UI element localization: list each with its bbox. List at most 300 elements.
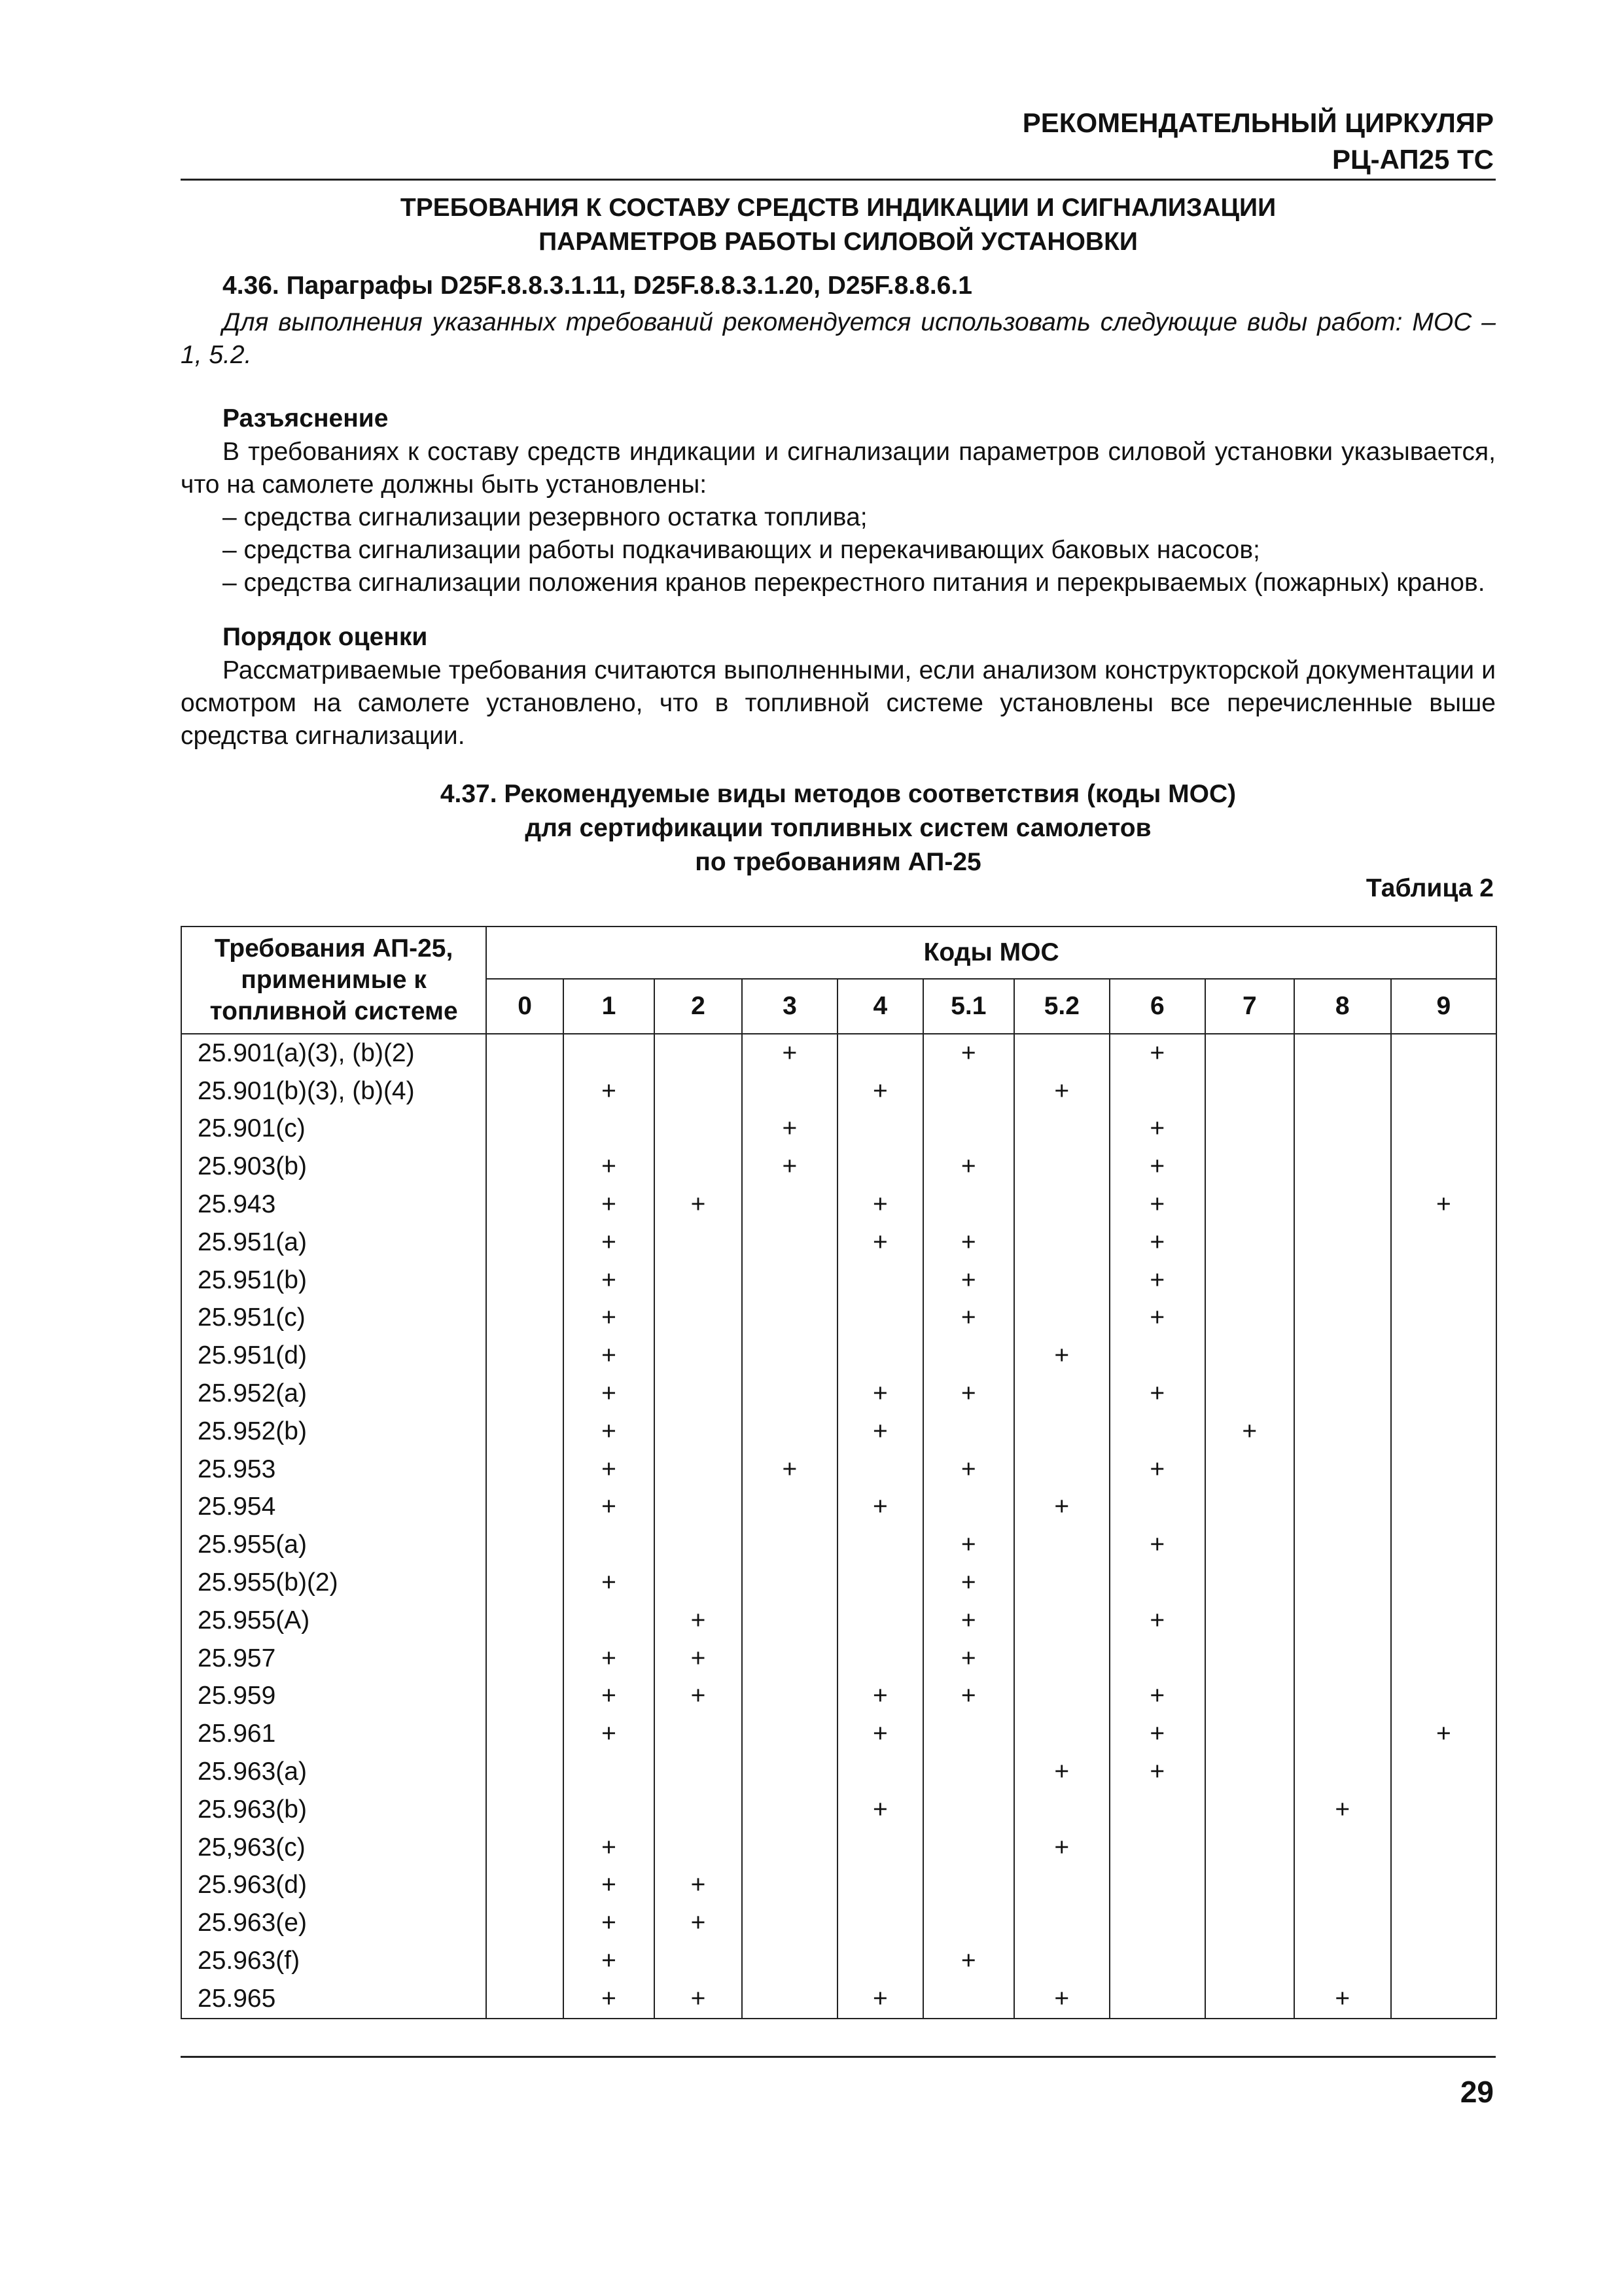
- moc-mark-cell: [1205, 1791, 1294, 1829]
- moc-mark-cell: +: [1110, 1715, 1205, 1753]
- moc-mark-cell: [1391, 1942, 1496, 1980]
- moc-mark-cell: +: [1110, 1299, 1205, 1337]
- moc-mark-cell: [742, 1337, 837, 1375]
- moc-mark-cell: [1391, 1110, 1496, 1148]
- moc-mark-cell: +: [1294, 1980, 1391, 2019]
- moc-mark-cell: [563, 1110, 654, 1148]
- moc-mark-cell: +: [1110, 1753, 1205, 1791]
- moc-mark-cell: [1205, 1375, 1294, 1413]
- requirement-cell: 25.963(d): [181, 1867, 486, 1905]
- moc-mark-cell: [1294, 1375, 1391, 1413]
- footer-divider: [181, 2056, 1496, 2058]
- table-title: [181, 777, 1496, 879]
- moc-mark-cell: +: [563, 1980, 654, 2019]
- moc-mark-cell: [486, 1072, 563, 1110]
- header-title: РЕКОМЕНДАТЕЛЬНЫЙ ЦИРКУЛЯР: [1022, 107, 1494, 138]
- requirement-cell: 25.901(b)(3), (b)(4): [181, 1072, 486, 1110]
- header-divider: [181, 179, 1496, 181]
- evaluation-body: [181, 654, 1496, 752]
- moc-mark-cell: +: [563, 1904, 654, 1942]
- moc-mark-cell: [1110, 1791, 1205, 1829]
- table-title-line-2: для сертификации топливных систем самолетов: [525, 814, 1152, 842]
- moc-mark-cell: [742, 1262, 837, 1299]
- moc-code-header: 5.2: [1014, 979, 1110, 1034]
- requirement-cell: 25,963(c): [181, 1829, 486, 1867]
- moc-mark-cell: +: [923, 1148, 1014, 1186]
- moc-mark-cell: [486, 1791, 563, 1829]
- moc-mark-cell: [923, 1904, 1014, 1942]
- moc-mark-cell: [1205, 1186, 1294, 1224]
- moc-mark-cell: [1294, 1186, 1391, 1224]
- moc-mark-cell: [1205, 1489, 1294, 1527]
- moc-mark-cell: [923, 1072, 1014, 1110]
- moc-mark-cell: [1014, 1640, 1110, 1678]
- requirement-cell: 25.952(a): [181, 1375, 486, 1413]
- moc-mark-cell: [742, 1678, 837, 1716]
- moc-mark-cell: [837, 1753, 923, 1791]
- moc-mark-cell: +: [1110, 1602, 1205, 1640]
- moc-mark-cell: [654, 1942, 742, 1980]
- table-row: [181, 1640, 1496, 1678]
- moc-mark-cell: [1391, 1829, 1496, 1867]
- moc-mark-cell: [654, 1072, 742, 1110]
- moc-mark-cell: [1205, 1715, 1294, 1753]
- moc-mark-cell: [1205, 1110, 1294, 1148]
- moc-mark-cell: [1294, 1110, 1391, 1148]
- moc-mark-cell: [837, 1942, 923, 1980]
- moc-mark-cell: [1205, 1072, 1294, 1110]
- table-row: [181, 1867, 1496, 1905]
- requirement-cell: 25.901(c): [181, 1110, 486, 1148]
- moc-mark-cell: [1014, 1602, 1110, 1640]
- moc-mark-cell: [1110, 1413, 1205, 1451]
- moc-mark-cell: +: [837, 1375, 923, 1413]
- moc-mark-cell: [1391, 1564, 1496, 1602]
- moc-mark-cell: +: [654, 1186, 742, 1224]
- moc-mark-cell: +: [563, 1186, 654, 1224]
- moc-code-header: 9: [1391, 979, 1496, 1034]
- moc-code-header: 8: [1294, 979, 1391, 1034]
- moc-mark-cell: [742, 1904, 837, 1942]
- moc-mark-cell: +: [1110, 1451, 1205, 1489]
- moc-mark-cell: [1294, 1451, 1391, 1489]
- moc-mark-cell: [1205, 1564, 1294, 1602]
- paragraph-italic-note: Для выполнения указанных требований рекомендуется использовать следующие виды работ: МОС – 1, 5.2.: [181, 308, 1496, 369]
- moc-mark-cell: [1391, 1526, 1496, 1564]
- table-row: [181, 1602, 1496, 1640]
- moc-mark-cell: [1294, 1489, 1391, 1527]
- moc-mark-cell: [1391, 1375, 1496, 1413]
- moc-mark-cell: [742, 1526, 837, 1564]
- moc-mark-cell: +: [563, 1715, 654, 1753]
- moc-mark-cell: +: [654, 1678, 742, 1716]
- moc-mark-cell: [1014, 1904, 1110, 1942]
- table-row: [181, 1375, 1496, 1413]
- moc-mark-cell: +: [1110, 1034, 1205, 1072]
- moc-mark-cell: [486, 1299, 563, 1337]
- explanation-heading: Разъяснение: [222, 404, 389, 433]
- moc-mark-cell: [654, 1299, 742, 1337]
- moc-mark-cell: [654, 1451, 742, 1489]
- table-header-row: [181, 927, 1496, 979]
- moc-mark-cell: +: [923, 1640, 1014, 1678]
- table-row: [181, 1413, 1496, 1451]
- moc-mark-cell: [486, 1413, 563, 1451]
- moc-mark-cell: +: [1391, 1186, 1496, 1224]
- table-body: [181, 1034, 1496, 2019]
- moc-mark-cell: [1391, 1148, 1496, 1186]
- requirement-cell: 25.903(b): [181, 1148, 486, 1186]
- moc-mark-cell: +: [563, 1299, 654, 1337]
- moc-mark-cell: [1391, 1224, 1496, 1262]
- table-row: [181, 1526, 1496, 1564]
- moc-mark-cell: [486, 1640, 563, 1678]
- moc-mark-cell: +: [837, 1186, 923, 1224]
- moc-mark-cell: [837, 1337, 923, 1375]
- moc-mark-cell: [1294, 1526, 1391, 1564]
- moc-mark-cell: [486, 1715, 563, 1753]
- moc-mark-cell: [1014, 1186, 1110, 1224]
- table-row: [181, 1451, 1496, 1489]
- moc-mark-cell: [923, 1413, 1014, 1451]
- moc-mark-cell: [1294, 1299, 1391, 1337]
- requirement-cell: 25.957: [181, 1640, 486, 1678]
- moc-mark-cell: +: [923, 1299, 1014, 1337]
- moc-mark-cell: [1294, 1715, 1391, 1753]
- moc-mark-cell: [1014, 1224, 1110, 1262]
- moc-mark-cell: [837, 1262, 923, 1299]
- section-title: [181, 191, 1496, 259]
- moc-mark-cell: +: [742, 1110, 837, 1148]
- requirement-cell: 25.953: [181, 1451, 486, 1489]
- moc-mark-cell: +: [563, 1640, 654, 1678]
- moc-mark-cell: [1294, 1148, 1391, 1186]
- moc-mark-cell: +: [1110, 1110, 1205, 1148]
- table-row: [181, 1224, 1496, 1262]
- moc-mark-cell: [837, 1451, 923, 1489]
- moc-mark-cell: [1294, 1072, 1391, 1110]
- list-item: – средства сигнализации резервного остатка топлива;: [222, 503, 868, 531]
- moc-mark-cell: +: [1110, 1262, 1205, 1299]
- moc-mark-cell: +: [837, 1678, 923, 1716]
- moc-mark-cell: +: [1110, 1148, 1205, 1186]
- moc-mark-cell: +: [563, 1451, 654, 1489]
- moc-mark-cell: +: [563, 1867, 654, 1905]
- moc-mark-cell: [742, 1224, 837, 1262]
- table-caption: Таблица 2: [1366, 874, 1494, 902]
- moc-codes-header: Коды МОС: [486, 927, 1496, 979]
- requirement-cell: 25.963(e): [181, 1904, 486, 1942]
- moc-mark-cell: +: [1014, 1980, 1110, 2019]
- table-row: [181, 1262, 1496, 1299]
- moc-mark-cell: [837, 1148, 923, 1186]
- moc-mark-cell: [486, 1829, 563, 1867]
- table-row: [181, 1791, 1496, 1829]
- moc-mark-cell: [654, 1753, 742, 1791]
- table-title-line-1: 4.37. Рекомендуемые виды методов соответствия (коды МОС): [440, 780, 1237, 808]
- moc-mark-cell: +: [923, 1602, 1014, 1640]
- moc-mark-cell: [1110, 1072, 1205, 1110]
- table-row: [181, 1829, 1496, 1867]
- moc-mark-cell: [486, 1262, 563, 1299]
- moc-mark-cell: [1014, 1110, 1110, 1148]
- moc-mark-cell: [1294, 1262, 1391, 1299]
- moc-code-header: 5.1: [923, 979, 1014, 1034]
- explanation-list: [181, 501, 1496, 599]
- moc-mark-cell: [923, 1753, 1014, 1791]
- section-title-line-1: ТРЕБОВАНИЯ К СОСТАВУ СРЕДСТВ ИНДИКАЦИИ И СИГНАЛИЗАЦИИ: [400, 194, 1277, 222]
- moc-code-header: 6: [1110, 979, 1205, 1034]
- moc-mark-cell: [654, 1337, 742, 1375]
- moc-code-header: 3: [742, 979, 837, 1034]
- moc-mark-cell: [742, 1602, 837, 1640]
- requirement-cell: 25.955(a): [181, 1526, 486, 1564]
- moc-mark-cell: [923, 1867, 1014, 1905]
- moc-code-header: 1: [563, 979, 654, 1034]
- moc-mark-cell: [1391, 1791, 1496, 1829]
- moc-mark-cell: +: [563, 1413, 654, 1451]
- table-row: [181, 1148, 1496, 1186]
- moc-mark-cell: [654, 1110, 742, 1148]
- moc-mark-cell: [1014, 1526, 1110, 1564]
- moc-mark-cell: [1391, 1640, 1496, 1678]
- moc-mark-cell: [837, 1526, 923, 1564]
- requirement-cell: 25.963(f): [181, 1942, 486, 1980]
- moc-code-header: 0: [486, 979, 563, 1034]
- moc-mark-cell: [742, 1829, 837, 1867]
- moc-mark-cell: [1391, 1413, 1496, 1451]
- moc-mark-cell: +: [563, 1942, 654, 1980]
- moc-mark-cell: [1391, 1262, 1496, 1299]
- moc-code-header: 4: [837, 979, 923, 1034]
- explanation-body: [181, 436, 1496, 599]
- moc-mark-cell: +: [742, 1148, 837, 1186]
- requirement-cell: 25.963(b): [181, 1791, 486, 1829]
- moc-mark-cell: [837, 1299, 923, 1337]
- moc-mark-cell: [742, 1413, 837, 1451]
- moc-mark-cell: [1205, 1867, 1294, 1905]
- moc-mark-cell: [742, 1753, 837, 1791]
- moc-mark-cell: [837, 1829, 923, 1867]
- moc-mark-cell: [1294, 1904, 1391, 1942]
- moc-code-header: 7: [1205, 979, 1294, 1034]
- moc-code-header: 2: [654, 979, 742, 1034]
- moc-mark-cell: +: [923, 1526, 1014, 1564]
- document-header: [1023, 105, 1494, 178]
- moc-mark-cell: [923, 1110, 1014, 1148]
- moc-mark-cell: [486, 1451, 563, 1489]
- moc-mark-cell: +: [742, 1451, 837, 1489]
- moc-mark-cell: [486, 1753, 563, 1791]
- moc-mark-cell: +: [923, 1034, 1014, 1072]
- moc-mark-cell: [1294, 1034, 1391, 1072]
- moc-mark-cell: [1205, 1904, 1294, 1942]
- moc-mark-cell: [837, 1110, 923, 1148]
- moc-mark-cell: +: [837, 1072, 923, 1110]
- moc-mark-cell: [1294, 1678, 1391, 1716]
- moc-mark-cell: [923, 1715, 1014, 1753]
- moc-mark-cell: +: [923, 1262, 1014, 1299]
- moc-mark-cell: [923, 1337, 1014, 1375]
- moc-mark-cell: [486, 1034, 563, 1072]
- moc-mark-cell: +: [1110, 1224, 1205, 1262]
- page-number: 29: [1460, 2075, 1494, 2109]
- moc-mark-cell: +: [742, 1034, 837, 1072]
- moc-mark-cell: [1294, 1753, 1391, 1791]
- moc-mark-cell: +: [1014, 1829, 1110, 1867]
- moc-mark-cell: [654, 1375, 742, 1413]
- moc-mark-cell: [1205, 1942, 1294, 1980]
- moc-mark-cell: +: [563, 1072, 654, 1110]
- moc-mark-cell: +: [563, 1262, 654, 1299]
- moc-mark-cell: [1014, 1262, 1110, 1299]
- requirement-cell: 25.955(b)(2): [181, 1564, 486, 1602]
- moc-mark-cell: [1294, 1337, 1391, 1375]
- moc-mark-cell: +: [837, 1224, 923, 1262]
- moc-mark-cell: [1014, 1678, 1110, 1716]
- moc-mark-cell: +: [563, 1678, 654, 1716]
- moc-mark-cell: [1014, 1451, 1110, 1489]
- moc-mark-cell: [654, 1829, 742, 1867]
- moc-mark-cell: [563, 1791, 654, 1829]
- moc-mark-cell: +: [923, 1942, 1014, 1980]
- moc-mark-cell: [742, 1980, 837, 2019]
- table-row: [181, 1564, 1496, 1602]
- moc-mark-cell: +: [563, 1224, 654, 1262]
- moc-table: [181, 926, 1497, 2019]
- moc-mark-cell: +: [923, 1678, 1014, 1716]
- moc-mark-cell: [654, 1715, 742, 1753]
- moc-mark-cell: [1391, 1867, 1496, 1905]
- moc-mark-cell: [1391, 1602, 1496, 1640]
- moc-mark-cell: [1205, 1640, 1294, 1678]
- moc-mark-cell: +: [1110, 1678, 1205, 1716]
- moc-mark-cell: [1294, 1224, 1391, 1262]
- moc-mark-cell: [742, 1299, 837, 1337]
- moc-mark-cell: [1294, 1829, 1391, 1867]
- moc-mark-cell: [742, 1375, 837, 1413]
- moc-mark-cell: [486, 1980, 563, 2019]
- moc-mark-cell: [1294, 1564, 1391, 1602]
- requirement-cell: 25.965: [181, 1980, 486, 2019]
- moc-mark-cell: [1110, 1489, 1205, 1527]
- moc-mark-cell: [563, 1753, 654, 1791]
- moc-mark-cell: +: [923, 1564, 1014, 1602]
- moc-mark-cell: [1391, 1489, 1496, 1527]
- moc-mark-cell: [486, 1867, 563, 1905]
- moc-mark-cell: [486, 1678, 563, 1716]
- requirement-cell: 25.954: [181, 1489, 486, 1527]
- moc-mark-cell: [486, 1224, 563, 1262]
- moc-mark-cell: [1205, 1337, 1294, 1375]
- moc-mark-cell: +: [1110, 1375, 1205, 1413]
- moc-mark-cell: [1014, 1375, 1110, 1413]
- moc-mark-cell: [923, 1489, 1014, 1527]
- moc-mark-cell: +: [837, 1489, 923, 1527]
- moc-mark-cell: [1205, 1602, 1294, 1640]
- moc-mark-cell: +: [837, 1980, 923, 2019]
- moc-mark-cell: +: [563, 1829, 654, 1867]
- table-row: [181, 1942, 1496, 1980]
- table-row: [181, 1715, 1496, 1753]
- moc-mark-cell: [1110, 1337, 1205, 1375]
- moc-mark-cell: [1014, 1715, 1110, 1753]
- moc-mark-cell: +: [563, 1489, 654, 1527]
- table-row: [181, 1753, 1496, 1791]
- requirement-cell: 25.951(c): [181, 1299, 486, 1337]
- moc-mark-cell: +: [1391, 1715, 1496, 1753]
- requirement-cell: 25.951(d): [181, 1337, 486, 1375]
- moc-mark-cell: +: [654, 1640, 742, 1678]
- moc-mark-cell: [1110, 1980, 1205, 2019]
- table-row: [181, 1980, 1496, 2019]
- requirement-cell: 25.963(a): [181, 1753, 486, 1791]
- moc-mark-cell: [486, 1526, 563, 1564]
- moc-mark-cell: +: [1110, 1186, 1205, 1224]
- moc-mark-cell: +: [923, 1375, 1014, 1413]
- moc-mark-cell: +: [1014, 1753, 1110, 1791]
- moc-mark-cell: [563, 1602, 654, 1640]
- moc-mark-cell: [1205, 1148, 1294, 1186]
- moc-mark-cell: [1294, 1413, 1391, 1451]
- table-row: [181, 1186, 1496, 1224]
- moc-mark-cell: [1110, 1904, 1205, 1942]
- moc-mark-cell: [742, 1942, 837, 1980]
- requirement-cell: 25.951(a): [181, 1224, 486, 1262]
- paragraph-heading: 4.36. Параграфы D25F.8.8.3.1.11, D25F.8.8.3.1.20, D25F.8.8.6.1: [222, 272, 972, 300]
- moc-mark-cell: [837, 1904, 923, 1942]
- moc-mark-cell: +: [563, 1148, 654, 1186]
- moc-mark-cell: [837, 1867, 923, 1905]
- moc-mark-cell: [486, 1148, 563, 1186]
- moc-mark-cell: [923, 1980, 1014, 2019]
- moc-mark-cell: +: [1014, 1337, 1110, 1375]
- table-row: [181, 1337, 1496, 1375]
- moc-mark-cell: [923, 1791, 1014, 1829]
- table-row: [181, 1299, 1496, 1337]
- moc-mark-cell: [742, 1186, 837, 1224]
- moc-mark-cell: +: [654, 1904, 742, 1942]
- moc-mark-cell: +: [1110, 1526, 1205, 1564]
- moc-mark-cell: [1110, 1564, 1205, 1602]
- moc-mark-cell: [654, 1564, 742, 1602]
- moc-mark-cell: [654, 1148, 742, 1186]
- moc-mark-cell: [563, 1526, 654, 1564]
- moc-mark-cell: [1205, 1262, 1294, 1299]
- moc-mark-cell: [1391, 1337, 1496, 1375]
- moc-mark-cell: [486, 1602, 563, 1640]
- moc-mark-cell: [742, 1564, 837, 1602]
- table-row: [181, 1489, 1496, 1527]
- moc-mark-cell: +: [563, 1564, 654, 1602]
- table-row: [181, 1904, 1496, 1942]
- requirement-cell: 25.943: [181, 1186, 486, 1224]
- list-item: – средства сигнализации работы подкачивающих и перекачивающих баковых насосов;: [222, 536, 1260, 564]
- moc-mark-cell: [486, 1904, 563, 1942]
- requirements-column-header: Требования АП-25, применимые к топливной системе: [181, 927, 486, 1034]
- moc-mark-cell: +: [837, 1791, 923, 1829]
- moc-mark-cell: [486, 1186, 563, 1224]
- moc-mark-cell: [1014, 1564, 1110, 1602]
- moc-mark-cell: [1205, 1753, 1294, 1791]
- moc-mark-cell: [654, 1413, 742, 1451]
- moc-mark-cell: [1110, 1829, 1205, 1867]
- header-code: РЦ-АП25 ТС: [1331, 144, 1494, 175]
- moc-mark-cell: [1014, 1942, 1110, 1980]
- moc-mark-cell: +: [1205, 1413, 1294, 1451]
- evaluation-heading: Порядок оценки: [222, 623, 428, 651]
- moc-mark-cell: [923, 1186, 1014, 1224]
